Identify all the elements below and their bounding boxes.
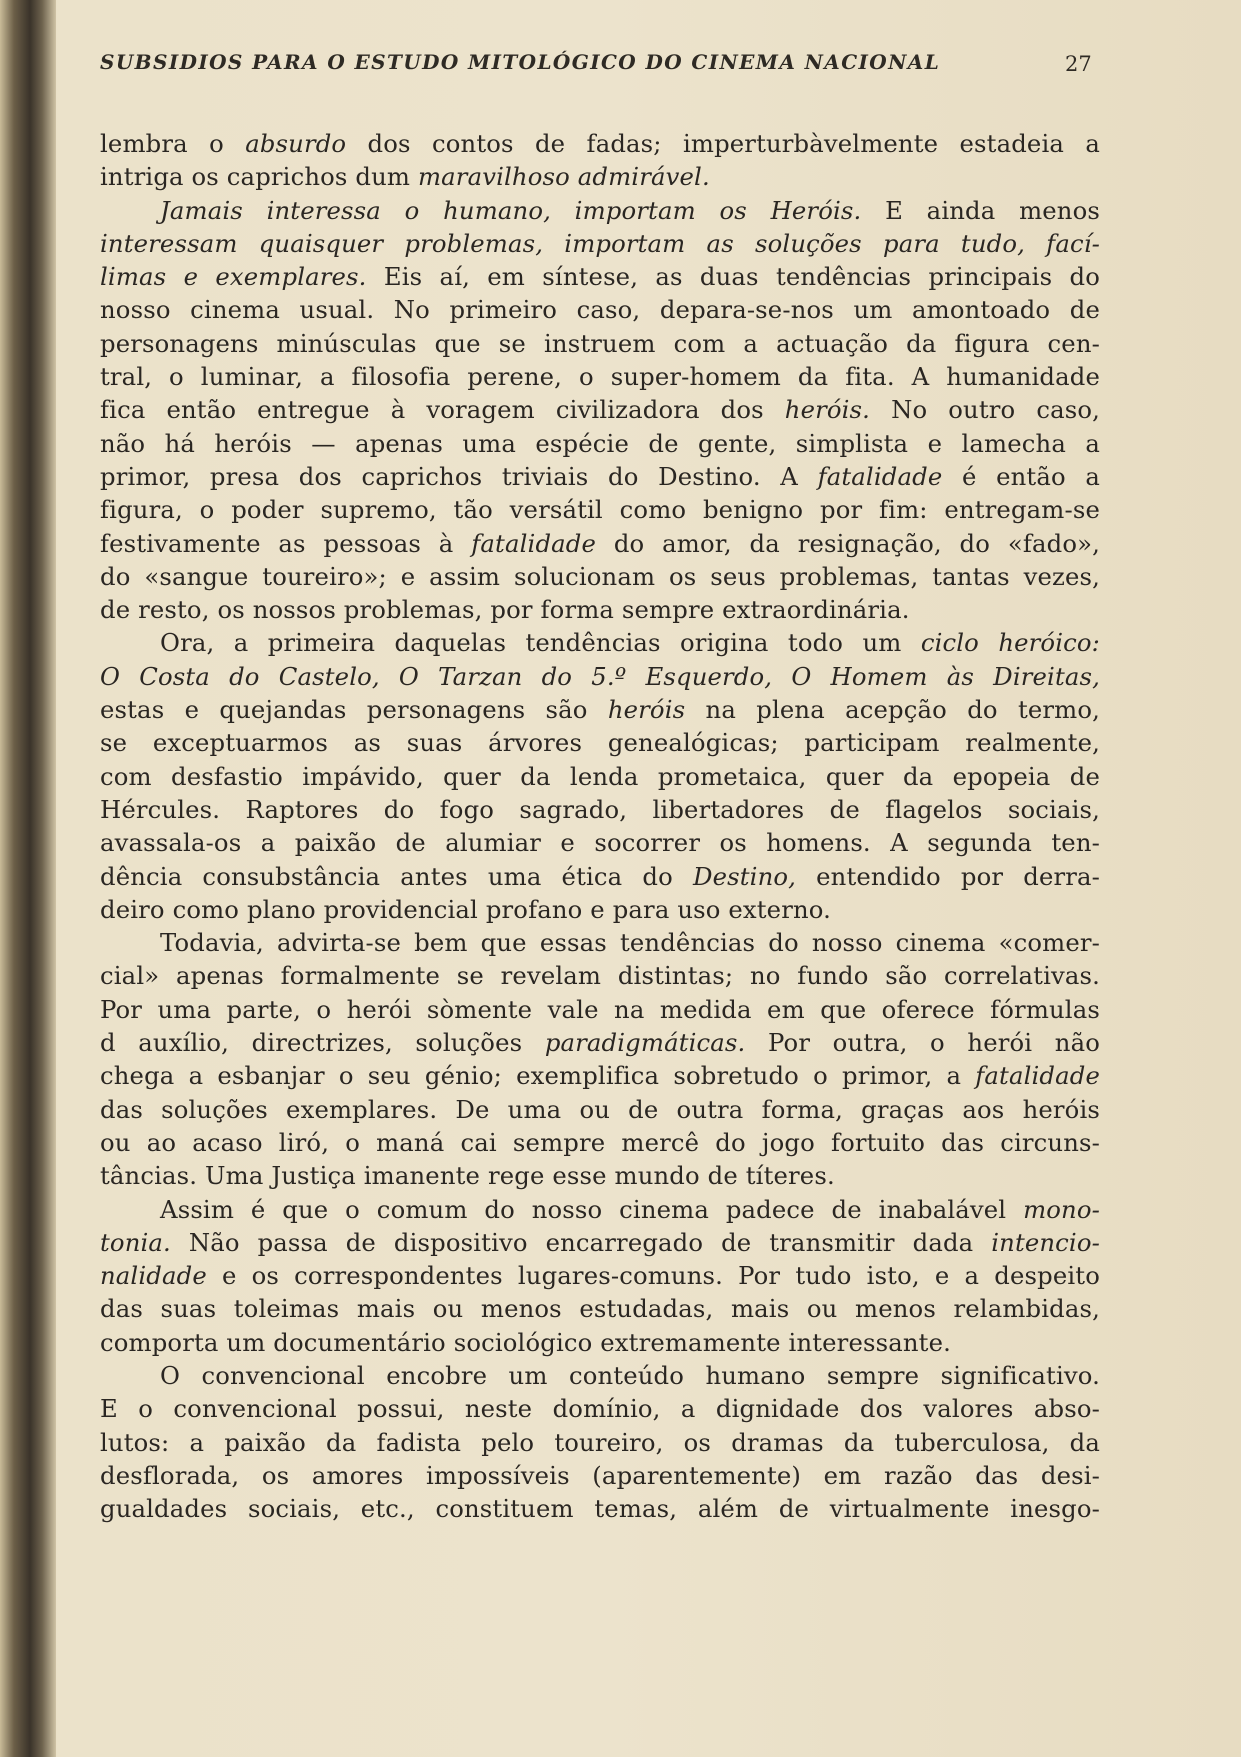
text-line xyxy=(100,227,1100,260)
italic-text: absurdo xyxy=(245,129,347,158)
text-segment: na plena acepção do termo, xyxy=(685,695,1100,725)
text-segment: E ainda menos xyxy=(861,195,1100,225)
text-line xyxy=(100,427,1100,460)
text-line xyxy=(100,726,1100,759)
text-segment: das suas toleimas mais ou menos estudadas, mais ou menos relambidas, xyxy=(100,1294,1100,1324)
text-segment: é então a xyxy=(942,461,1100,491)
italic-text: ciclo heróico: xyxy=(920,628,1100,658)
text-line xyxy=(100,760,1100,793)
text-segment: entendido por derra- xyxy=(796,861,1100,891)
text-segment: do amor, da resignação, do «fado», xyxy=(596,528,1101,558)
text-segment: se exceptuarmos as suas árvores genealógicas; participam realmente, xyxy=(100,728,1100,758)
text-segment: Não passa de dispositivo encarregado de transmitir dada xyxy=(170,1227,992,1257)
text-line xyxy=(100,626,1100,659)
text-line xyxy=(100,460,1100,493)
text-segment: ou ao acaso liró, o maná cai sempre mercê do jogo fortuito das circuns- xyxy=(100,1127,1100,1157)
text-line xyxy=(100,1292,1100,1325)
text-segment: e os correspondentes lugares-comuns. Por tudo isto, e a despeito xyxy=(206,1261,1100,1291)
italic-text: Destino, xyxy=(692,861,797,891)
text-segment: nosso cinema usual. No primeiro caso, depara-se-nos um amontoado de xyxy=(100,295,1100,325)
text-segment: chega a esbanjar o seu génio; exemplifica sobretudo o primor, a xyxy=(100,1061,976,1091)
text-segment: avassala-os a paixão de alumiar e socorrer os homens. A segunda ten- xyxy=(100,828,1100,858)
text-line xyxy=(100,926,1100,959)
text-line xyxy=(100,660,1100,693)
italic-text: mono- xyxy=(1023,1194,1100,1224)
text-segment: Todavia, advirta-se bem que essas tendências do nosso cinema «comer- xyxy=(160,928,1100,958)
text-segment: Ora, a primeira daquelas tendências origina todo um xyxy=(160,628,921,658)
text-line xyxy=(100,1026,1100,1059)
italic-text: paradigmáticas. xyxy=(544,1028,746,1058)
italic-text: intencio- xyxy=(991,1227,1100,1257)
text-segment: estas e quejandas personagens são xyxy=(100,695,608,725)
italic-text: fatalidade xyxy=(817,461,943,491)
text-line xyxy=(100,360,1100,393)
text-segment: de resto, os nossos problemas, por forma sempre extraordinária. xyxy=(100,595,910,625)
text-segment: comporta um documentário sociológico extremamente interessante. xyxy=(100,1327,951,1357)
text-line xyxy=(100,1159,1100,1192)
text-segment: Hércules. Raptores do fogo sagrado, libertadores de flagelos sociais, xyxy=(100,794,1100,824)
text-segment: figura, o poder supremo, tão versátil como benigno por fim: entregam-se xyxy=(100,495,1100,525)
text-line xyxy=(100,593,1100,626)
text-segment: deiro como plano providencial profano e para uso externo. xyxy=(100,894,832,924)
text-segment: Por uma parte, o herói sòmente vale na medida em que oferece fórmulas xyxy=(100,994,1100,1024)
text-line xyxy=(100,493,1100,526)
text-segment: O convencional encobre um conteúdo humano sempre significativo. xyxy=(160,1360,1100,1390)
text-segment: cial» apenas formalmente se revelam distintas; no fundo são correlativas. xyxy=(100,961,1100,991)
text-line xyxy=(100,194,1100,227)
text-segment: lembra o xyxy=(100,129,246,158)
text-segment: do «sangue toureiro»; e assim solucionam os seus problemas, tantas vezes, xyxy=(100,561,1100,591)
text-line xyxy=(100,1459,1100,1492)
text-segment: d auxílio, directrizes, soluções xyxy=(100,1028,545,1058)
text-line xyxy=(100,1193,1100,1226)
text-line xyxy=(100,160,1100,193)
text-segment: intriga os caprichos dum xyxy=(100,162,418,192)
text-line xyxy=(100,1259,1100,1292)
text-line xyxy=(100,327,1100,360)
text-line xyxy=(100,1226,1100,1259)
text-line xyxy=(100,560,1100,593)
text-segment: No outro caso, xyxy=(870,395,1100,425)
italic-text: maravilhoso admirável. xyxy=(417,162,710,192)
text-line xyxy=(100,893,1100,926)
text-segment: Eis aí, em síntese, as duas tendências principais do xyxy=(366,262,1100,292)
text-segment: festivamente as pessoas à xyxy=(100,528,472,558)
text-segment: desflorada, os amores impossíveis (aparentemente) em razão das desi- xyxy=(100,1460,1100,1490)
text-line xyxy=(100,393,1100,426)
italic-text: interessam quaisquer problemas, importam as soluções para tudo, fací- xyxy=(100,228,1100,258)
text-line xyxy=(100,1093,1100,1126)
text-segment: dos contos de fadas; imperturbàvelmente estadeia a xyxy=(346,129,1100,158)
italic-text: heróis xyxy=(607,695,686,725)
text-line xyxy=(100,693,1100,726)
page-number: 27 xyxy=(1065,52,1092,76)
text-line xyxy=(100,959,1100,992)
text-segment: personagens minúsculas que se instruem com a actuação da figura cen- xyxy=(100,328,1100,358)
text-line xyxy=(100,860,1100,893)
italic-text: Jamais interessa o humano, importam os Heróis. xyxy=(160,195,862,225)
text-line xyxy=(100,1359,1100,1392)
text-line xyxy=(100,293,1100,326)
italic-text: heróis. xyxy=(784,395,871,425)
text-line xyxy=(100,1059,1100,1092)
text-line xyxy=(100,127,1100,160)
text-segment: tâncias. Uma Justiça imanente rege esse mundo de títeres. xyxy=(100,1161,835,1191)
book-gutter-shadow xyxy=(0,0,56,1757)
italic-text: nalidade xyxy=(100,1261,207,1291)
running-head: SUBSIDIOS PARA O ESTUDO MITOLÓGICO DO CINEMA NACIONAL xyxy=(100,50,941,74)
text-line xyxy=(100,1492,1100,1525)
text-line xyxy=(100,1392,1100,1425)
italic-text: O Costa do Castelo, O Tarzan do 5.º Esquerdo, O Homem às Direitas, xyxy=(100,661,1100,691)
text-line xyxy=(100,1126,1100,1159)
text-line xyxy=(100,793,1100,826)
italic-text: fatalidade xyxy=(975,1061,1100,1091)
text-segment: não há heróis — apenas uma espécie de gente, simplista e lamecha a xyxy=(100,428,1100,458)
text-segment: tral, o luminar, a filosofia perene, o super-homem da fita. A humanidade xyxy=(100,362,1100,392)
text-segment: das soluções exemplares. De uma ou de outra forma, graças aos heróis xyxy=(100,1094,1100,1124)
text-line xyxy=(100,1426,1100,1459)
text-segment: primor, presa dos caprichos triviais do Destino. A xyxy=(100,461,818,491)
text-segment: com desfastio impávido, quer da lenda prometaica, quer da epopeia de xyxy=(100,761,1100,791)
body-text xyxy=(100,127,1100,1525)
text-segment: E o convencional possui, neste domínio, a dignidade dos valores abso- xyxy=(100,1394,1100,1424)
text-segment: Assim é que o comum do nosso cinema padece de inabalável xyxy=(160,1194,1024,1224)
text-line xyxy=(100,527,1100,560)
text-line xyxy=(100,826,1100,859)
text-line xyxy=(100,1326,1100,1359)
italic-text: limas e exemplares. xyxy=(100,262,367,292)
text-line xyxy=(100,993,1100,1026)
text-segment: gualdades sociais, etc., constituem temas, além de virtualmente inesgo- xyxy=(100,1494,1100,1524)
text-segment: lutos: a paixão da fadista pelo toureiro, os dramas da tuberculosa, da xyxy=(100,1427,1100,1457)
text-segment: Por outra, o herói não xyxy=(745,1028,1100,1058)
italic-text: fatalidade xyxy=(471,528,597,558)
italic-text: tonia. xyxy=(100,1227,171,1257)
text-segment: fica então entregue à voragem civilizadora dos xyxy=(100,395,785,425)
text-line xyxy=(100,260,1100,293)
text-segment: dência consubstância antes uma ética do xyxy=(100,861,693,891)
